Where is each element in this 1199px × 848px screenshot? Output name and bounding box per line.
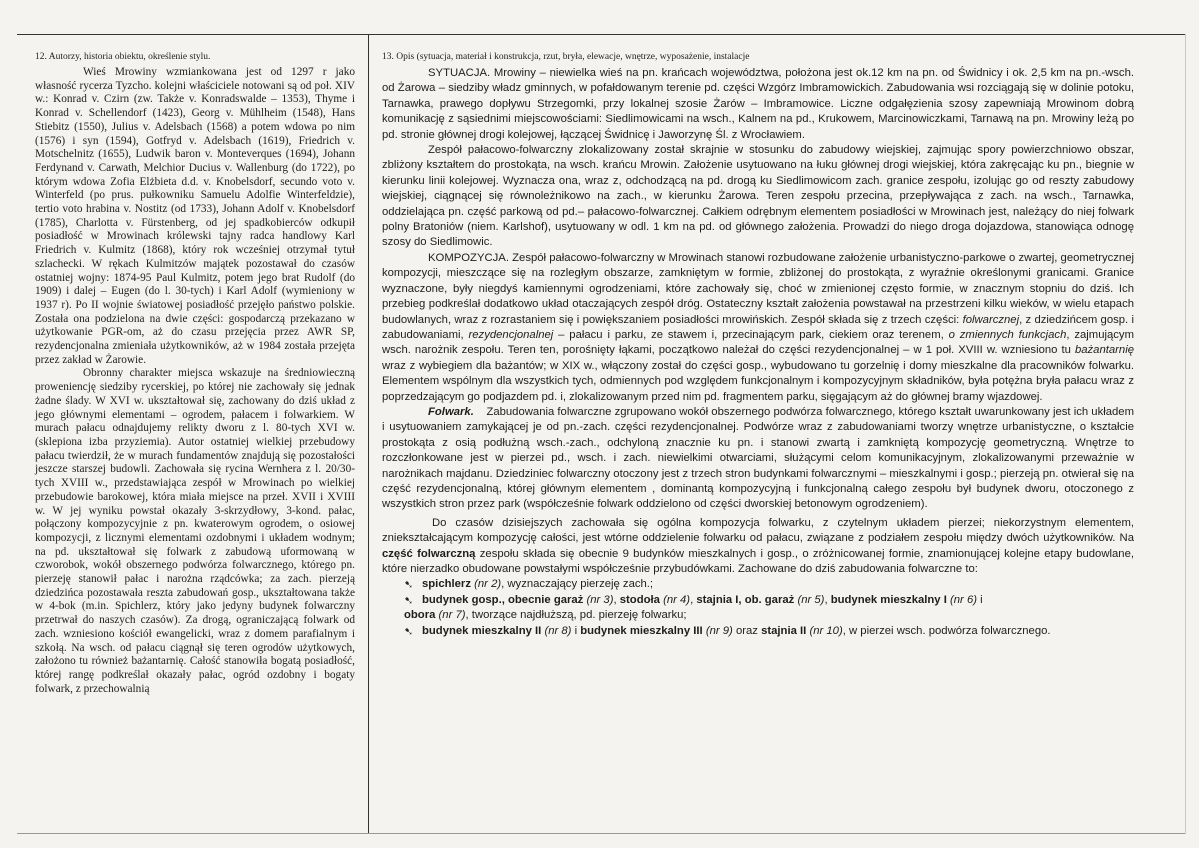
building-number: (nr 6) — [950, 593, 978, 606]
composition-term-folwarczna: folwarcznej — [962, 313, 1020, 326]
top-rule — [17, 34, 1185, 35]
composition-text-e: wraz z wybiegiem dla bażantów; w XIX w., włączony został do części gosp., wybudowano tu gorzelnię i domy mieszkalne dla pracowników folwarku. Elementem wspólnym dla wszystkich tych, odmiennych pod względem funkcjonalnym i kompozycyjnym składników, była potężna bryła pałacu wraz z poprzedzającym go podjazdem pd. i, zlokalizowanym przed nim pd. fragmentem parku, sięgającym aż do głównej bramy wjazdowej. — [382, 359, 1134, 403]
farm-text: Zabudowania folwarczne zgrupowano wokół obszernego podwórza folwarcznego, którego kształt uwarunkowany jest ich układem i usytuowaniem zamykającej je od pn.-zach. części rezydencjonalnej. Podwórze wraz z zabudowaniami tworzy wnętrze urbanistyczne, o kształcie prostokąta z osią podłużną wsch.-zach., odchyloną znacznie ku pn. i stanowi zwartą i zamkniętą kompozycję geometryczną. Wnętrze to rozczłonkowane jest w pierzei pd., wsch. i zach. niewielkimi otwarciami, służącymi celom komunikacyjnym, zlokalizowanymi przeważnie w narożnikach majdanu. Dziedziniec folwarczny otoczony jest z trzech stron budynkami folwarcznymi – mieszkalnymi i gosp.; pierzeją pn. otwierał się na część rezydencjonalną, której głównym elementem , dominantą kompozycyjną i funkcjonalną całego zespołu był budynek dworu, otoczonego z wszystkich stron przez park (współcześnie folwark oddzielono od części dworskiej betonowym ogrodzeniem). — [382, 405, 1134, 511]
building-number: (nr 7) — [438, 609, 466, 622]
preserved-text-a: Do czasów dzisiejszych zachowała się ogólna kompozycja folwarku, z czytelnym układem pierzei; niekorzystnym elementem, zniekształcającym kompozycję całości, jest wtórne oddzielenie folwarku od pałacu, związane z podziałem zespołu między dwóch użytkowników. Na — [382, 516, 1134, 545]
list-text: i — [980, 593, 983, 606]
building-number: (nr 8) — [544, 624, 572, 637]
building-number: (nr 2) — [474, 578, 502, 591]
building-number: (nr 9) — [705, 624, 733, 637]
building-number: (nr 5) — [797, 593, 825, 606]
composition-text-c: – pałacu i parku, ze stawem i, przecinającym park, ciekiem oraz terenem, — [558, 328, 944, 341]
composition-label: KOMPOZYCJA. — [428, 251, 509, 264]
column-divider — [368, 34, 369, 834]
building-mieszkalny-3: budynek mieszkalny III — [580, 624, 703, 637]
farm-paragraph — [382, 405, 1134, 513]
building-number: (nr 10) — [809, 624, 843, 637]
building-number: (nr 4) — [663, 593, 691, 606]
left-header: 12. Autorzy, historia obiektu, określenie stylu. — [35, 52, 211, 62]
building-mieszkalny-1: budynek mieszkalny I — [830, 593, 947, 606]
composition-text-d: , zajmującym wsch. narożnik zespołu. Teren ten, porośnięty łąkami, początkowo należał do części rezydencjonalnej – w 1 poł. XVIII w. wzniesiono tu — [382, 328, 1134, 357]
list-item-2: ➷ budynek gosp., obecnie garaż (nr 3), stodoła (nr 4), stajnia I, ob. garaż (nr 5), budynek mieszkalny I (nr 6) i — [404, 593, 983, 607]
arrow-icon: ➷ — [404, 593, 414, 607]
composition-term-zmienne-funkcje: o zmiennych funkcjach — [948, 328, 1067, 341]
building-number: (nr 3) — [586, 593, 614, 606]
building-stajnia-2: stajnia II — [761, 624, 807, 637]
building-stajnia-1: stajnia I, ob. garaż — [696, 593, 795, 606]
building-spichlerz: spichlerz — [422, 578, 471, 591]
situation-label: SYTUACJA. — [428, 67, 491, 79]
composition-text-a: Zespół pałacowo-folwarczny w Mrowinach stanowi rozbudowane założenie urbanistyczno-parkowe o zwartej, geometrycznej kompozycji, mieszczące się na rozległym obszarze, zamkniętym w formie, zbliżonej do prostokąta, z wyraźnie określonymi granicami. Granice wyznaczone, były niegdyś kamiennymi ogrodzeniami, które zachowały się, choć w zmienionej często formie, w znacznym stopniu do dziś. Ich przebieg podkreślał dodatkowo układ otaczających zespół dróg. Ostateczny kształt założenia powstawał na przestrzeni kilku wieków, w wielu etapach budowlanych, wraz z rozrastaniem się i powiększaniem posiadłości mrowińskich. Zespół składa się z trzech części: — [382, 251, 1135, 326]
arrow-icon: ➷ — [404, 624, 414, 638]
list-text: , tworzące najdłuższą, pd. pierzeję folwarku; — [465, 609, 687, 622]
building-mieszkalny-2: budynek mieszkalny II — [422, 624, 542, 637]
list-text: , wyznaczający pierzeję zach.; — [501, 578, 654, 591]
list-text: oraz — [735, 624, 758, 637]
history-paragraph-2: Obronny charakter miejsca wskazuje na średniowieczną proweniencję siedziby rycerskiej, po której nie zachowały się jednak żadne ślady. W XVI w. ukształtował się, zachowany do dziś układ z jego głównymi elementami – ogrodem, pałacem i folwarkiem. W murach pałacu odnajdujemy relikty dworu z l. 80-tych XVI w. (sklepiona izba przyziemia). Autor ostatniej wielkiej przebudowy pałacu twierdził, że w murach fundamentów znajdują się pozostałości jeszcze starszej budowli. Zachowała się rycina Wernhera z l. 20/30-tych XVIII w., przedstawiająca zespół w Mrowinach po wielkiej przebudowie barokowej, która miała miejsce na przeł. XVII i XVIII w. W jej wyniku powstał okazały 3-skrzydłowy, 3-kond. pałac, połączony kompozycyjnie z pn. kwaterowym ogrodem, o osiowej kompozycji, z licznymi elementami ozdobnymi i układem wodnym; na pd. ukształtował się folwark z zabudową uformowaną w czworobok, wokół obszernego podwórza folwarcznego, którego pn. pierzeję stanowił pałac i narożna rządcówka; za zach. pierzeją dziedzińca pozostawała reszta zabudowań gosp., ukształtowana także w 4-bok (m.in. Spichlerz, który jako jedyny budynek folwarczny przetrwał do naszych czasów). Za drogą, ograniczającą folwark od zach. wzniesiono kościół ewangelicki, wraz z domem parafialnym i szkołą. Na wsch. od pałacu ciągnął się teren ogrodów użytkowych, założono tu również bażantarnię. Całość stanowiła bogatą posiadłość, której rangę podkreślał okazały pałac, ogród ozdobny i bogaty folwark, z przechowalnią — [35, 367, 355, 695]
situation-text-1: Mrowiny – niewielka wieś na pn. krańcach województwa, położona jest ok.12 km na pn. od Świdnicy i ok. 2,5 km na pn.-wsch. od Żarowa – siedziby władz gminnych, w pofałdowanym terenie pd. części Wzgórz Imbramowickich. Zabudowania wsi rozciągają się w dolinie potoku, Tarnawka, prawego dopływu Strzegomki, przy lokalnej szosie Żarów – Imbramowice. Liczne odgałęzienia szosy zapewniają Mrowinom dobrą komunikację z sąsiednimi miejscowościami: Siedlimowicami na wsch., Kalnem na pd., Krukowem, Marcinowiczkami, Tarnawą na pn. Mrowiny leżą po pd. stronie głównej drogi kolejowej, łączącej Świdnicę i Jaworzynę Śl. z Wrocławiem. — [382, 67, 1135, 141]
bottom-rule — [17, 833, 1185, 834]
building-obora: obora — [404, 609, 436, 622]
farm-label: Folwark. — [428, 405, 474, 418]
preserved-text-b: zespołu składa się obecnie 9 budynków mieszkalnych i gosp., o zróżnicowanej formie, znamionującej kolejne etapy budowlane, które nierzadko obudowane powstałymi współcześnie przybudówkami. Zachowane do dziś zabudowania folwarczne to: — [382, 547, 1134, 575]
right-edge-rule — [1185, 34, 1186, 834]
building-garage: budynek gosp., obecnie garaż — [422, 593, 584, 606]
list-text: i — [574, 624, 578, 637]
building-stodola: stodoła — [619, 593, 660, 606]
list-item-3 — [382, 624, 1134, 639]
situation-paragraph-1 — [382, 66, 1134, 143]
composition-term-rezydencjonalna: rezydencjonalnej — [468, 328, 554, 341]
list-text: , w pierzei wsch. podwórza folwarcznego. — [842, 624, 1051, 637]
composition-paragraph — [382, 251, 1134, 405]
arrow-icon: ➷ — [404, 578, 414, 592]
right-header: 13. Opis (sytuacja, materiał i konstrukcja, rzut, bryła, elewacje, wnętrze, wyposażenie, instalacje — [382, 52, 750, 62]
list-item-1 — [382, 577, 1134, 592]
list-item-2-continued — [382, 608, 1134, 623]
preserved-bold: część folwarczną — [382, 547, 476, 560]
right-column — [382, 51, 1134, 639]
composition-text-b: , z dziedzińcem gosp. i zabudowaniami, — [382, 313, 1134, 341]
preserved-paragraph — [382, 516, 1134, 578]
history-paragraph-1: Wieś Mrowiny wzmiankowana jest od 1297 r jako własność rycerza Tyzcho. kolejni właściciele notowani są od poł. XIV w.: Konrad v. Czirn (zw. Także v. Konradswalde – 1353), Thyme i Konrad v. Schellendorf (1423), Georg v. Mühlheim (1548), Hans Stiebitz (1550), Julius v. Adelsbach (1568) a potem wdowa po nim (1576) i syn (1594), Gotfryd v. Adelsbach (1619), Friedrich v. Motschelnitz (1655), Ludwik baron v. Monteverques (1694), Johann Ferdynand v. Carwath, Melchior Ducius v. Wallenburg (do 1722), po którym wdowa Zofia Elżbieta d.d. v. Knobelsdorf, secundo voto v. Winterfeld (po prus. pułkowniku Samuelu Adolfie Winterfeldzie), tertio voto hrabina v. Nostitz (od 1733), Johann Adolf v. Knobelsdorf (1785), Charlotta v. Fürstenberg, od jej spadkobierców odkupił posiadłość w Mrowinach królewski tajny radca handlowy Karl Friedrich v. Kulmitz (1868), który rok wcześniej otrzymał tytuł szlachecki. W rękach Kulmitzów majątek pozostawał do czasów ostatniej wojny: 1874-95 Paul Kulmitz, potem jego brat Rudolf (do 1909) i dalej – Eugen (do l. 30-tych) i Karl Adolf (wymieniony w 1937 r). Po II wojnie światowej posiadłość przejęło państwo polskie. Została ona podzielona na dwie części: gospodarczą przekazano w użytkowanie PGR-om, aż do czasu przejęcia przez AWR SP, rezydencjonalna zmieniała użytkowników, aż w 1984 została przejęta przez zakład w Żarowie. — [35, 66, 355, 366]
situation-paragraph-2: Zespół pałacowo-folwarczny zlokalizowany został skrajnie w stosunku do zabudowy wiejskiej, zajmując spory powierzchniowo obszar, zbliżony kształtem do prostokąta, na wsch. krańcu Mrowin. Założenie usytuowano na łuku głównej drogi wiejskiej, która zakręcając ku pn., biegnie w kierunku linii kolejowej. Wyznacza ona, wraz z, odchodzącą na pd. drogą ku Siedlimowicom zach. granice zespołu, izolując go od reszty zabudowy wiejskiej, ciągnącej się równoleżnikowo na zach., w kierunku Żarowa. Teren zespołu przecina, przepływająca z zach. na wsch., Tarnawka, oddzielająca pn. część parkową od pd.– pałacowo-folwarcznej. Całkiem odrębnym elementem posiadłości w Mrowinach jest, należący do niej folwark polny Bratoniów (niem. Karlshof), usytuowany w odl. 1 km na pd. od głównego założenia. Prowadzi do niego droga dojazdowa, stanowiąca odnogę szosy do Siedlimowic. — [382, 144, 1134, 249]
left-column — [35, 51, 355, 696]
composition-term-bazantarnia: bażantarnię — [1074, 344, 1134, 357]
